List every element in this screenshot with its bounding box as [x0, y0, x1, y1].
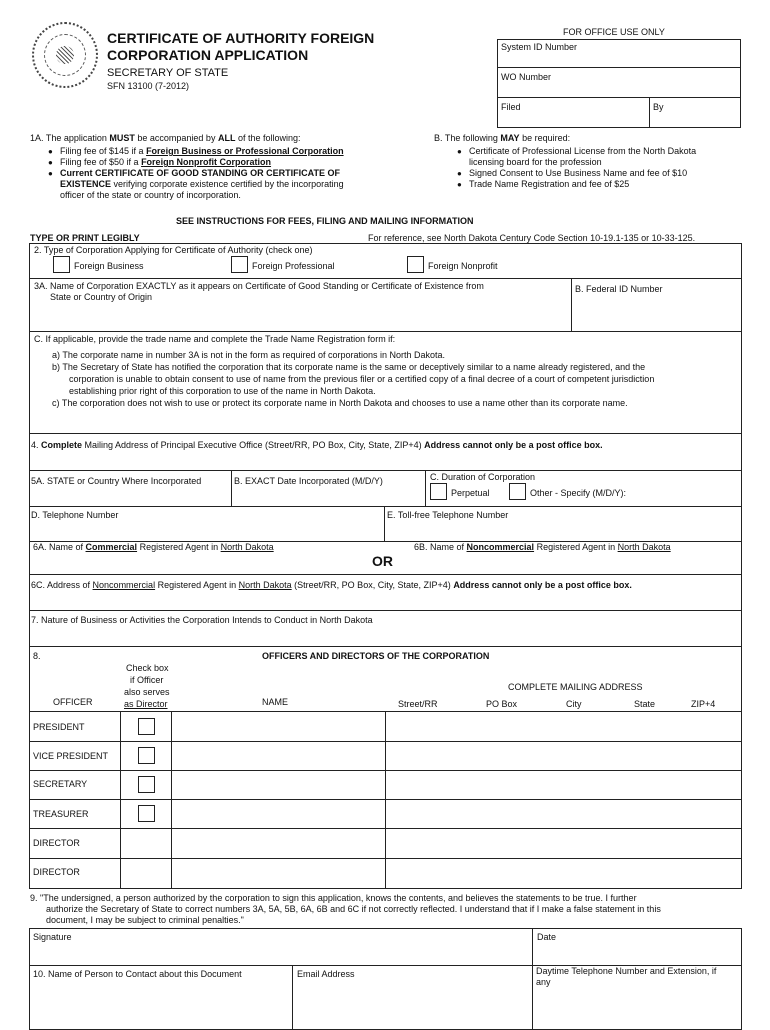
corporation-name-label-line1: 3A. Name of Corporation EXACTLY as it appears on Certificate of Good Standing or Certificate of Existence from: [34, 281, 484, 291]
requirements-a-list: [46, 146, 344, 201]
corporation-name-field[interactable]: [30, 305, 570, 330]
contact-name-label: 10. Name of Person to Contact about this Document: [33, 969, 242, 979]
email-field[interactable]: [293, 982, 531, 1029]
requirement-business-name-consent: ● Signed Consent to Use Business Name and fee of $10: [455, 168, 696, 179]
attestation-line2: authorize the Secretary of State to correct numbers 3A, 5A, 5B, 6A, 6B and 6C if not correctly reflected. I understand that if I make a false statement in this: [46, 904, 661, 914]
requirements-b-list: [455, 146, 696, 190]
requirement-professional-license: ● Certificate of Professional License from the North Dakota licensing board for the profession: [455, 146, 696, 168]
type-print-note: TYPE OR PRINT LEGIBLY: [30, 233, 140, 243]
form-title-line1: CERTIFICATE OF AUTHORITY FOREIGN: [107, 30, 375, 46]
other-duration-label: Other - Specify (M/D/Y):: [530, 488, 627, 498]
city-column-header: City: [566, 699, 582, 709]
corporation-name-label-line2: State or Country of Origin: [50, 292, 153, 302]
requirements-b-intro: B. The following MAY be required:: [434, 133, 571, 143]
foreign-professional-checkbox[interactable]: [231, 256, 248, 273]
requirement-fee-nonprofit: ● Filing fee of $50 if a Foreign Nonprofit Corporation: [46, 157, 344, 168]
attestation-line1: 9. "The undersigned, a person authorized by the corporation to sign this application, knows the contents, and believes the statements to be true. I further: [30, 893, 637, 903]
vice-president-director-checkbox[interactable]: [138, 747, 155, 764]
attestation-line3: document, I may be subject to criminal penalties.": [46, 915, 244, 925]
reference-note: For reference, see North Dakota Century Code Section 10-19.1-135 or 10-33-125.: [368, 233, 696, 243]
instructions-link[interactable]: SEE INSTRUCTIONS FOR FEES, FILING AND MAILING INFORMATION: [176, 216, 474, 226]
officer-row-treasurer: TREASURER: [33, 809, 89, 819]
perpetual-label: Perpetual: [451, 488, 490, 498]
requirement-fee-business: ● Filing fee of $145 if a Foreign Business or Professional Corporation: [46, 146, 344, 157]
by-field[interactable]: By: [653, 102, 664, 112]
filed-field[interactable]: Filed: [501, 102, 521, 112]
perpetual-checkbox[interactable]: [430, 483, 447, 500]
director-check-note-1: Check box: [126, 663, 169, 673]
date-incorporated-label: B. EXACT Date Incorporated (M/D/Y): [234, 476, 383, 486]
office-use-heading: FOR OFFICE USE ONLY: [563, 27, 665, 37]
requirement-good-standing: ● Current CERTIFICATE OF GOOD STANDING OR CERTIFICATE OF EXISTENCE verifying corporate existence certified by the incorporating officer of the state or country of incorporation.: [46, 168, 344, 201]
street-column-header: Street/RR: [398, 699, 438, 709]
foreign-professional-label: Foreign Professional: [252, 261, 335, 271]
commercial-agent-field[interactable]: [30, 555, 360, 573]
contact-name-field[interactable]: [30, 982, 291, 1029]
other-duration-checkbox[interactable]: [509, 483, 526, 500]
email-label: Email Address: [297, 969, 355, 979]
noncommercial-agent-field[interactable]: [410, 555, 740, 573]
date-field[interactable]: [533, 945, 741, 964]
foreign-business-label: Foreign Business: [74, 261, 144, 271]
signature-label: Signature: [33, 932, 72, 942]
commercial-agent-label: 6A. Name of Commercial Registered Agent in North Dakota: [33, 542, 274, 552]
duration-label: C. Duration of Corporation: [430, 472, 536, 482]
daytime-phone-label-cont: any: [536, 977, 551, 987]
federal-id-label: B. Federal ID Number: [575, 284, 663, 294]
foreign-nonprofit-label: Foreign Nonprofit: [428, 261, 498, 271]
trade-name-condition-c: c) The corporation does not wish to use or protect its corporate name in North Dakota and chooses to use a name other than its corporate name.: [52, 398, 628, 408]
trade-name-condition-b-cont2: establishing prior right of this corporation to use of the name in North Dakota.: [69, 386, 376, 396]
officers-directors-title: OFFICERS AND DIRECTORS OF THE CORPORATION: [262, 651, 490, 661]
director-check-note-2: if Officer: [130, 675, 164, 685]
officer-row-secretary: SECRETARY: [33, 779, 88, 789]
telephone-field[interactable]: [30, 523, 383, 540]
director-check-note-4: as Director: [124, 699, 168, 709]
agency-name: SECRETARY OF STATE: [107, 67, 229, 79]
trade-name-field[interactable]: [30, 411, 741, 432]
federal-id-field[interactable]: [572, 298, 741, 330]
trade-name-label: C. If applicable, provide the trade name and complete the Trade Name Registration form if:: [34, 334, 396, 344]
form-title-line2: CORPORATION APPLICATION: [107, 47, 309, 63]
zip-column-header: ZIP+4: [691, 699, 716, 709]
system-id-field[interactable]: System ID Number: [501, 42, 578, 52]
daytime-phone-field[interactable]: [533, 990, 741, 1029]
name-column-header: NAME: [262, 697, 289, 707]
officer-row-director-2: DIRECTOR: [33, 867, 80, 877]
wo-number-field[interactable]: WO Number: [501, 72, 552, 82]
director-check-note-3: also serves: [124, 687, 170, 697]
officer-column-header: OFFICER: [53, 697, 93, 707]
trade-name-condition-b-cont1: corporation is unable to obtain consent to use of name from the previous filer or a certified copy of a final decree of a court of competent jurisdiction: [69, 374, 655, 384]
principal-address-label: 4. Complete Mailing Address of Principal Executive Office (Street/RR, PO Box, City, State, ZIP+4) Address cannot only be a post office box.: [31, 440, 603, 450]
requirement-trade-name: ● Trade Name Registration and fee of $25: [455, 179, 696, 190]
nature-of-business-label: 7. Nature of Business or Activities the Corporation Intends to Conduct in North Dakota: [31, 615, 373, 625]
form-number: SFN 13100 (7-2012): [107, 81, 190, 91]
officer-row-director-1: DIRECTOR: [33, 838, 80, 848]
pobox-column-header: PO Box: [486, 699, 518, 709]
state-seal-logo: [32, 22, 98, 88]
officer-row-vice-president: VICE PRESIDENT: [33, 751, 109, 761]
telephone-label: D. Telephone Number: [31, 510, 119, 520]
state-column-header: State: [634, 699, 656, 709]
requirements-a-intro: 1A. The application MUST be accompanied by ALL of the following:: [30, 133, 301, 143]
officer-row-president: PRESIDENT: [33, 722, 85, 732]
state-incorporated-label: 5A. STATE or Country Where Incorporated: [31, 476, 202, 486]
tollfree-field[interactable]: [385, 523, 741, 540]
noncommercial-agent-address-field[interactable]: [30, 593, 741, 609]
or-separator: OR: [372, 553, 393, 569]
date-incorporated-field[interactable]: [232, 489, 424, 505]
secretary-director-checkbox[interactable]: [138, 776, 155, 793]
daytime-phone-label: Daytime Telephone Number and Extension, if: [536, 966, 717, 976]
date-label: Date: [537, 932, 557, 942]
nature-of-business-field[interactable]: [30, 628, 741, 645]
trade-name-condition-b: b) The Secretary of State has notified the corporation that its corporate name is the same or deceptively similar to a name already registered, and the: [52, 362, 646, 372]
treasurer-director-checkbox[interactable]: [138, 805, 155, 822]
section-2-label: 2. Type of Corporation Applying for Certificate of Authority (check one): [34, 245, 313, 255]
principal-address-field[interactable]: [30, 453, 741, 469]
president-director-checkbox[interactable]: [138, 718, 155, 735]
mailing-address-header: COMPLETE MAILING ADDRESS: [508, 682, 643, 692]
noncommercial-agent-address-label: 6C. Address of Noncommercial Registered Agent in North Dakota (Street/RR, PO Box, City, State, ZIP+4) Address cannot only be a post office box.: [31, 580, 632, 590]
section-8-number: 8.: [33, 651, 41, 661]
signature-field[interactable]: [30, 945, 531, 964]
foreign-business-checkbox[interactable]: [53, 256, 70, 273]
foreign-nonprofit-checkbox[interactable]: [407, 256, 424, 273]
state-incorporated-field[interactable]: [30, 489, 230, 505]
noncommercial-agent-label: 6B. Name of Noncommercial Registered Agent in North Dakota: [414, 542, 671, 552]
trade-name-condition-a: a) The corporate name in number 3A is not in the form as required of corporations in North Dakota.: [52, 350, 446, 360]
tollfree-label: E. Toll-free Telephone Number: [387, 510, 509, 520]
